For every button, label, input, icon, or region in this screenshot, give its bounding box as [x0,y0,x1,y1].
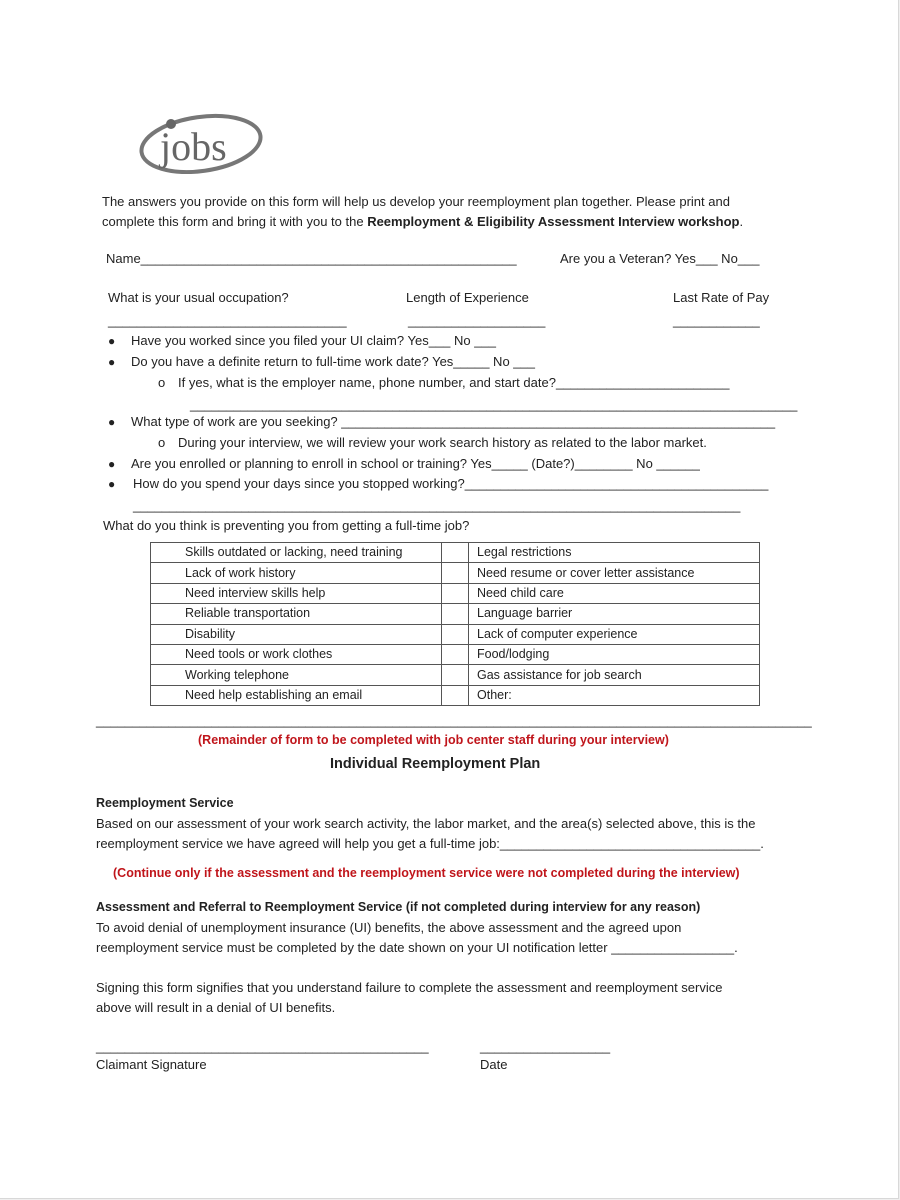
bullet-icon: ● [108,334,116,348]
barrier-checkbox[interactable] [442,583,469,603]
service-heading: Reemployment Service [96,796,234,810]
barrier-row [151,685,760,705]
barrier-row [151,563,760,583]
veteran-field[interactable]: Are you a Veteran? Yes___ No___ [560,251,760,266]
bullet-icon: ● [108,355,116,369]
barrier-option[interactable]: Working telephone [151,665,442,685]
occupation-label: What is your usual occupation? [108,290,289,305]
separator-line: ___________________________________________________________________________________________________ [96,713,812,728]
barrier-checkbox[interactable] [442,624,469,644]
barrier-row [151,624,760,644]
intro-line-1: The answers you provide on this form will help us develop your reemployment plan together. Please print and [102,194,730,209]
days-spent-line[interactable]: ____________________________________________________________________________________ [133,498,741,513]
bullet-icon: ● [108,477,116,491]
employer-info-line[interactable]: ____________________________________________________________________________________ [190,397,798,412]
continue-notice: (Continue only if the assessment and the reemployment service were not completed during the interview) [113,866,740,880]
service-line-2[interactable]: reemployment service we have agreed will help you get a full-time job:____________________________________. [96,836,764,851]
signature-field[interactable]: ______________________________________________ [96,1039,429,1054]
sub-bullet-icon: o [158,375,166,390]
signing-line-2: above will result in a denial of UI benefits. [96,1000,336,1015]
pay-field[interactable]: ____________ [673,313,760,328]
barrier-row [151,665,760,685]
work-search-note: During your interview, we will review your work search history as related to the labor market. [178,435,707,450]
referral-heading: Assessment and Referral to Reemployment Service (if not completed during interview for any reason) [96,900,701,914]
question-preventing: What do you think is preventing you from getting a full-time job? [103,518,470,533]
question-days-spent[interactable]: How do you spend your days since you stopped working?__________________________________________ [133,476,769,491]
date-label: Date [480,1057,508,1072]
experience-field[interactable]: ___________________ [408,313,546,328]
jobs-logo [138,108,264,179]
intro-line-2 [102,214,743,229]
barrier-option[interactable]: Food/lodging [469,644,760,664]
bullet-icon: ● [108,457,116,471]
barrier-checkbox[interactable] [442,685,469,705]
sub-bullet-icon: o [158,435,166,450]
barrier-checkbox[interactable] [442,644,469,664]
intro-text: complete this form and bring it with you to the [102,214,368,229]
barrier-checkbox[interactable] [442,563,469,583]
barrier-option[interactable]: Reliable transportation [151,604,442,624]
barrier-option[interactable]: Other: [469,685,760,705]
barrier-row [151,543,760,563]
barrier-option[interactable]: Legal restrictions [469,543,760,563]
question-employer-info[interactable]: If yes, what is the employer name, phone number, and start date?________________________ [178,375,730,390]
occupation-field[interactable]: _________________________________ [108,313,347,328]
pay-label: Last Rate of Pay [673,290,770,305]
barriers-table [150,542,760,706]
barrier-checkbox[interactable] [442,665,469,685]
experience-label: Length of Experience [406,290,529,305]
question-worked-since[interactable]: Have you worked since you filed your UI claim? Yes___ No ___ [131,333,496,348]
remainder-notice: (Remainder of form to be completed with job center staff during your interview) [198,733,669,747]
barrier-option[interactable]: Need resume or cover letter assistance [469,563,760,583]
barrier-option[interactable]: Skills outdated or lacking, need training [151,543,442,563]
plan-title: Individual Reemployment Plan [330,756,541,772]
barrier-option[interactable]: Language barrier [469,604,760,624]
barrier-row [151,583,760,603]
barrier-checkbox[interactable] [442,604,469,624]
signing-line-1: Signing this form signifies that you understand failure to complete the assessment and reemployment service [96,980,723,995]
barrier-row [151,644,760,664]
barrier-option[interactable]: Lack of work history [151,563,442,583]
barrier-option[interactable]: Lack of computer experience [469,624,760,644]
question-school-training[interactable]: Are you enrolled or planning to enroll in school or training? Yes_____ (Date?)________ No ______ [131,456,700,471]
service-line-1: Based on our assessment of your work search activity, the labor market, and the area(s) selected above, this is the [96,816,756,831]
barrier-option[interactable]: Need help establishing an email [151,685,442,705]
barrier-option[interactable]: Need tools or work clothes [151,644,442,664]
question-return-date[interactable]: Do you have a definite return to full-time work date? Yes_____ No ___ [131,354,535,369]
workshop-name: Reemployment & Eligibility Assessment Interview workshop [367,214,740,229]
name-field[interactable]: Name____________________________________________________ [106,251,517,266]
logo-text: jobs [160,124,227,169]
referral-line-1: To avoid denial of unemployment insurance (UI) benefits, the above assessment and the agreed upon [96,920,682,935]
question-work-type[interactable]: What type of work are you seeking? ____________________________________________________________ [131,414,776,429]
barrier-option[interactable]: Need interview skills help [151,583,442,603]
barrier-option[interactable]: Need child care [469,583,760,603]
signature-label: Claimant Signature [96,1057,207,1072]
barrier-checkbox[interactable] [442,543,469,563]
barrier-option[interactable]: Disability [151,624,442,644]
date-field[interactable]: __________________ [480,1039,611,1054]
referral-line-2[interactable]: reemployment service must be completed by the date shown on your UI notification letter _________________. [96,940,738,955]
intro-period: . [739,214,744,229]
bullet-icon: ● [108,415,116,429]
barrier-option[interactable]: Gas assistance for job search [469,665,760,685]
barrier-row [151,604,760,624]
